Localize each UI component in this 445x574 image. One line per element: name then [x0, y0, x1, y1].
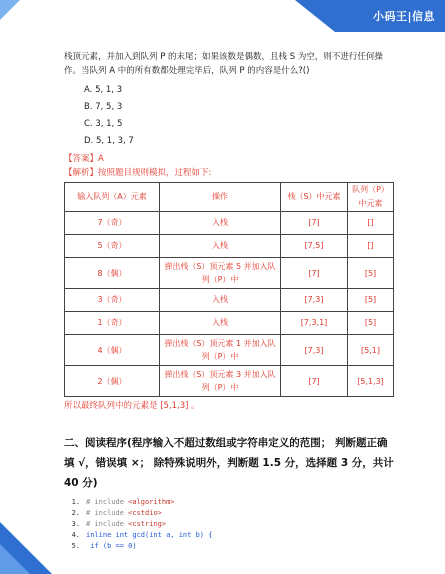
- code-directive: # include: [86, 520, 129, 528]
- table-row: [65, 258, 394, 289]
- cell-input: 1（奇）: [65, 312, 160, 335]
- header-queue: 队列（P）中元素: [348, 183, 394, 212]
- code-line: [64, 519, 394, 530]
- section-title: 二、阅读程序(程序输入不超过数组或字符串定义的范围； 判断题正确填 √，错误填 ×； 除特殊说明外，判断题 1.5 分，选择题 3 分，共计 40 分): [64, 437, 394, 489]
- table-row: [65, 235, 394, 258]
- cell-operation: 弹出栈（S）顶元素 5 并加入队列（P）中: [160, 258, 281, 289]
- answer-line: 【答案】A: [64, 154, 104, 164]
- cell-input: 3（奇）: [65, 289, 160, 312]
- code-directive: # include: [86, 498, 129, 506]
- brand-banner: [295, 0, 445, 32]
- cell-queue: [5]: [348, 258, 394, 289]
- code-directive: # include: [86, 509, 129, 517]
- answer-options: [84, 82, 394, 150]
- table-header-row: [65, 183, 394, 212]
- option-b: B. 7, 5, 3: [84, 102, 123, 112]
- code-header: <cstdio>: [128, 509, 162, 517]
- cell-operation: 入栈: [160, 235, 281, 258]
- line-number: 4.: [71, 531, 80, 539]
- cell-operation: 入栈: [160, 212, 281, 235]
- header-stack: 栈（S）中元素: [281, 183, 348, 212]
- cell-queue: []: [348, 235, 394, 258]
- conclusion-line: 所以最终队列中的元素是 [5,1,3] 。: [64, 401, 200, 411]
- cell-queue: [5,1]: [348, 335, 394, 366]
- cell-stack: [7]: [281, 366, 348, 397]
- analysis-line: 【解析】按照题目规则模拟，过程如下:: [64, 168, 212, 178]
- option-d: D. 5, 1, 3, 7: [84, 136, 134, 146]
- table-row: [65, 312, 394, 335]
- simulation-table: [64, 182, 394, 397]
- cell-stack: [7]: [281, 258, 348, 289]
- cell-operation: 入栈: [160, 312, 281, 335]
- cell-stack: [7,3,1]: [281, 312, 348, 335]
- line-number: 3.: [71, 520, 80, 528]
- cell-stack: [7]: [281, 212, 348, 235]
- code-line: [64, 497, 394, 508]
- table-row: [65, 335, 394, 366]
- cell-stack: [7,3]: [281, 335, 348, 366]
- cell-queue: [5,1,3]: [348, 366, 394, 397]
- line-number: 2.: [71, 509, 80, 517]
- cell-input: 8（偶）: [65, 258, 160, 289]
- option-a: A. 5, 1, 3: [84, 85, 123, 95]
- line-number: 5.: [71, 542, 80, 550]
- table-row: [65, 289, 394, 312]
- cell-operation: 弹出栈（S）顶元素 3 并加入队列（P）中: [160, 366, 281, 397]
- code-header: <cstring>: [128, 520, 167, 528]
- table-row: [65, 212, 394, 235]
- line-number: 1.: [71, 498, 80, 506]
- document-content: [64, 50, 394, 552]
- cell-input: 2（偶）: [65, 366, 160, 397]
- table-row: [65, 366, 394, 397]
- code-text: if (b == 0): [86, 542, 137, 550]
- cell-queue: []: [348, 212, 394, 235]
- code-header: <algorithm>: [128, 498, 175, 506]
- question-intro: [64, 50, 394, 78]
- cell-stack: [7,5]: [281, 235, 348, 258]
- cell-operation: 弹出栈（S）顶元素 1 并加入队列（P）中: [160, 335, 281, 366]
- decor-corner-bottom-left-inner: [0, 544, 30, 574]
- cell-stack: [7,3]: [281, 289, 348, 312]
- cell-operation: 入栈: [160, 289, 281, 312]
- decor-corner-top-left: [0, 0, 20, 20]
- question-intro-text: 栈顶元素，并加入到队列 P 的末尾；如果该数是偶数，且栈 S 为空，则不进行任何操作。当队列 A 中的所有数都处理完毕后，队列 P 的内容是什么?(): [64, 52, 383, 76]
- code-text: inline int gcd(int a, int b) {: [86, 531, 213, 539]
- header-input: 输入队列（A）元素: [65, 183, 160, 212]
- code-line: [64, 541, 394, 552]
- option-c: C. 3, 1, 5: [84, 119, 123, 129]
- code-line: [64, 530, 394, 541]
- cell-input: 4（偶）: [65, 335, 160, 366]
- cell-queue: [5]: [348, 289, 394, 312]
- cell-input: 5（奇）: [65, 235, 160, 258]
- brand-logo: 小码王|信息: [372, 10, 435, 23]
- cell-queue: [5]: [348, 312, 394, 335]
- code-block: [64, 497, 394, 552]
- header-operation: 操作: [160, 183, 281, 212]
- cell-input: 7（奇）: [65, 212, 160, 235]
- code-line: [64, 508, 394, 519]
